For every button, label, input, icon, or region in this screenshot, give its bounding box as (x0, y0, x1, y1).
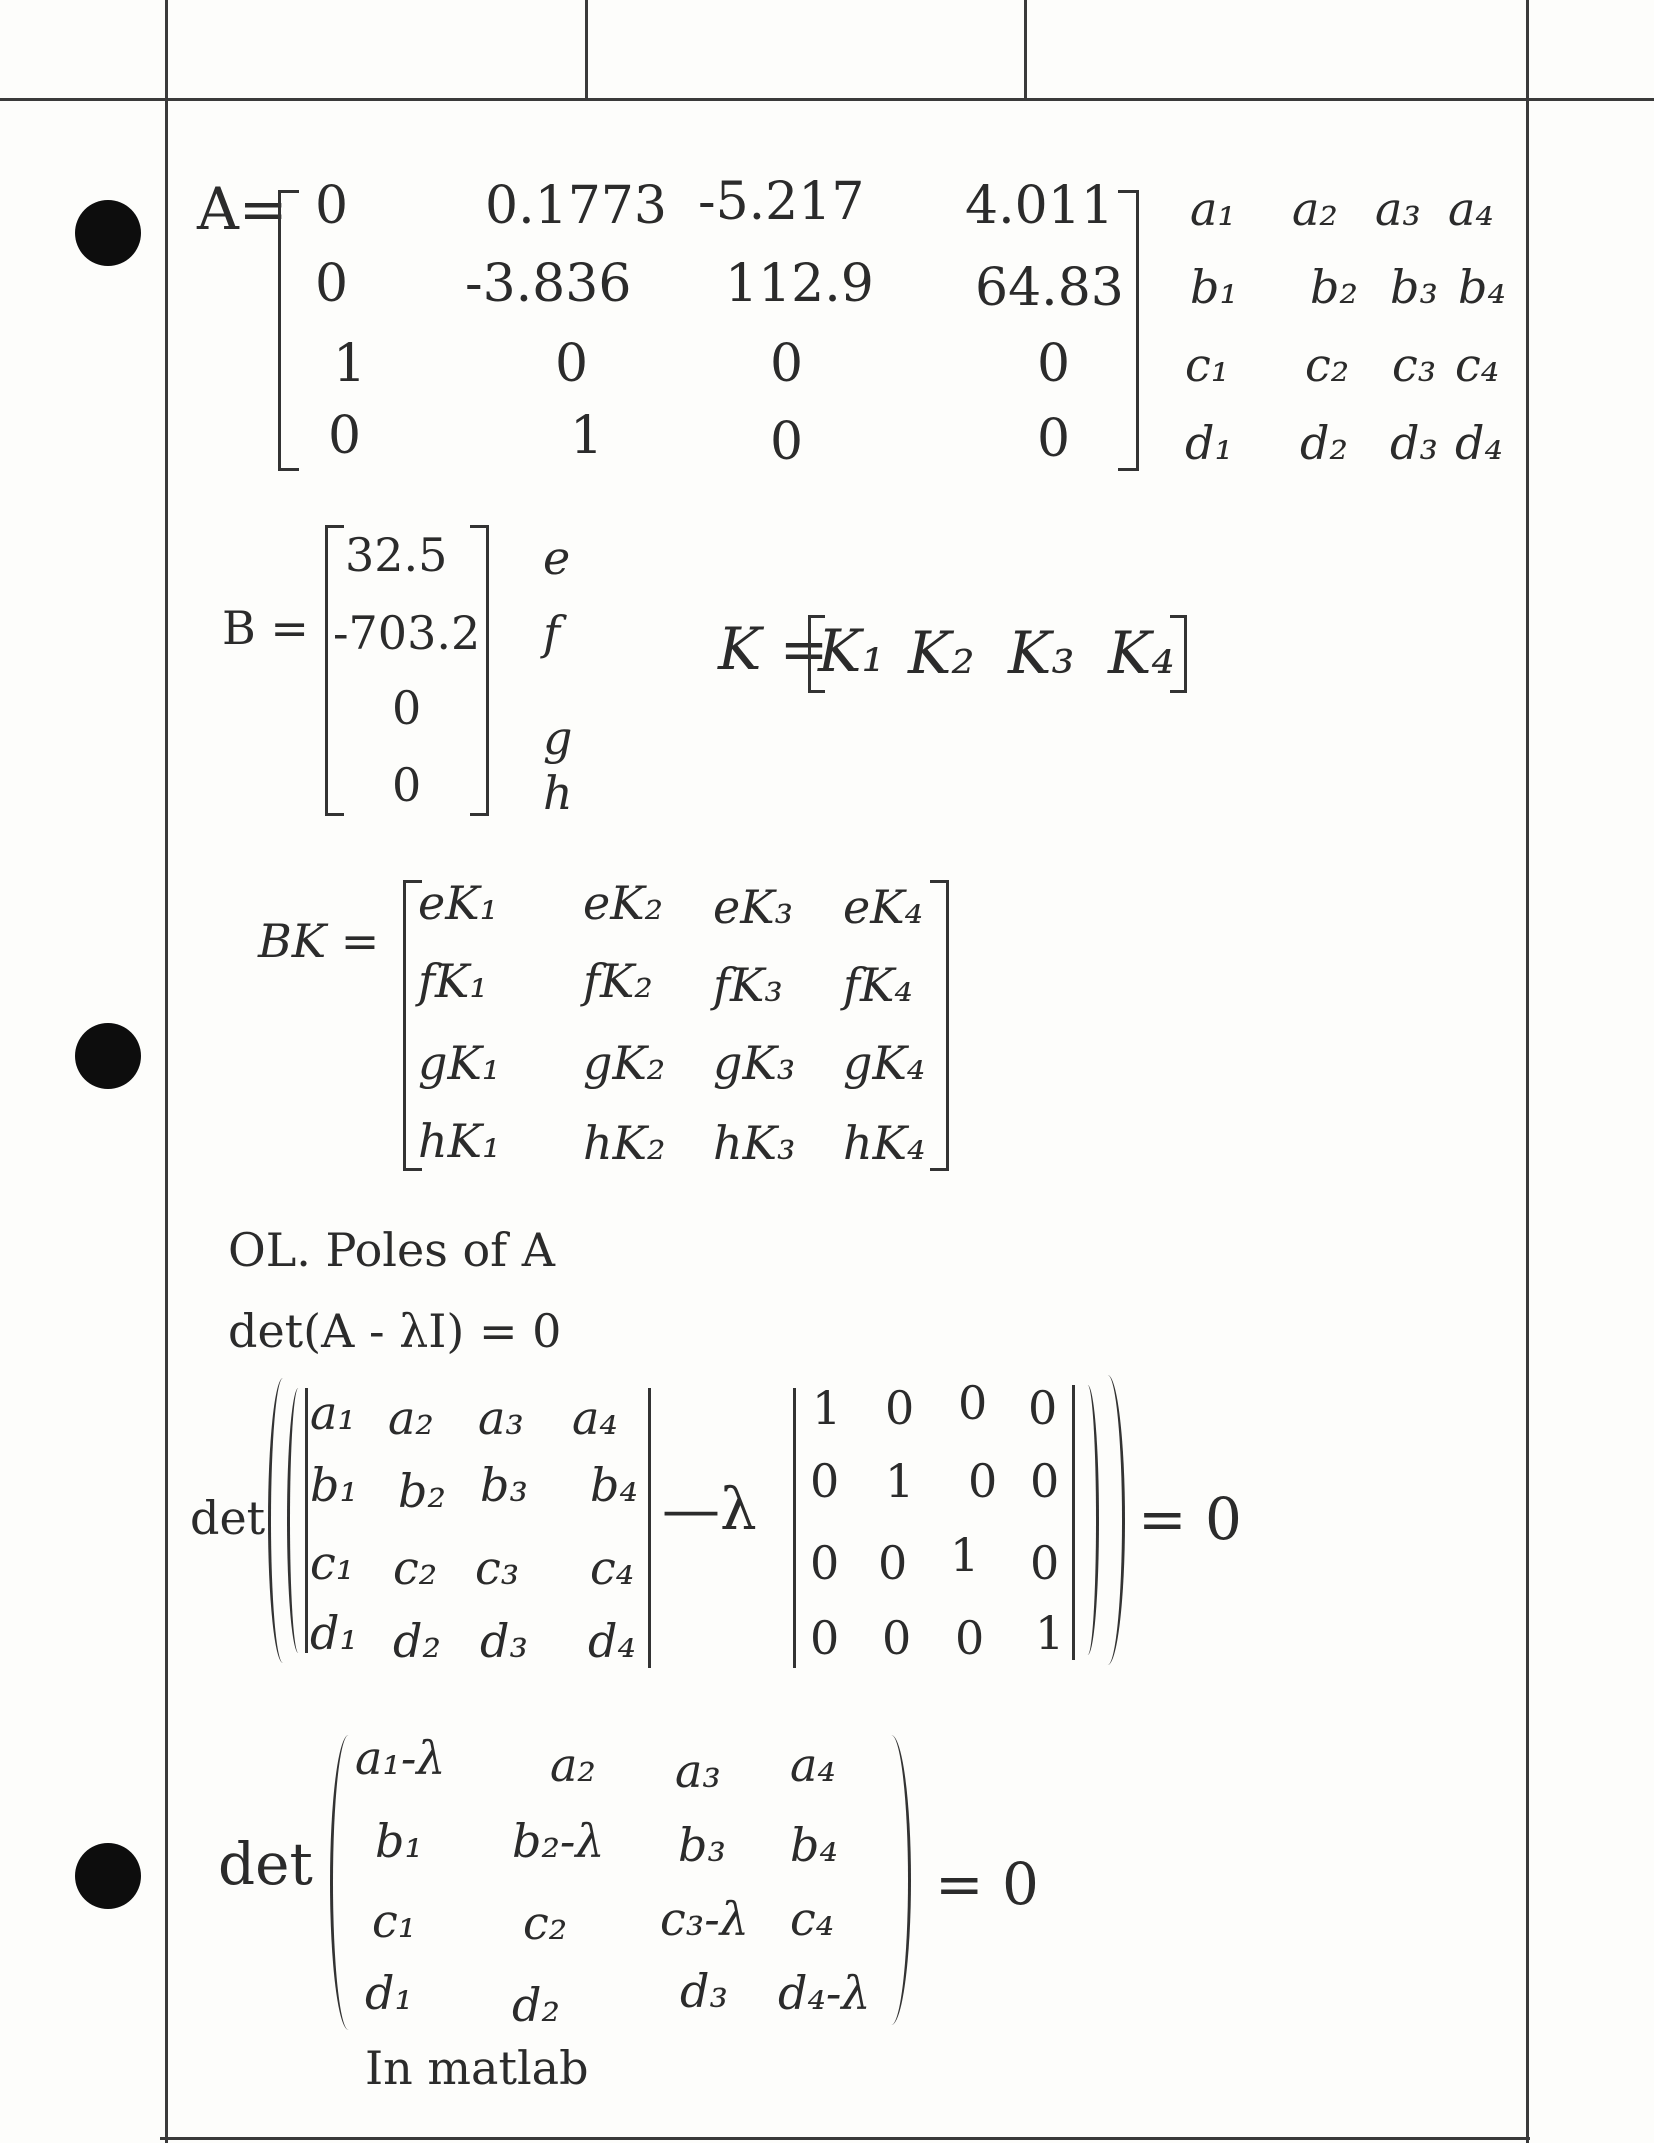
matrix-cell: c₂ (393, 1541, 438, 1595)
matrix-cell: d₃ (480, 1614, 528, 1668)
matrix-k-label: K = (718, 615, 829, 683)
matrix-cell: hK₃ (713, 1116, 796, 1170)
outer-right-paren (1096, 1375, 1125, 1665)
matrix-a-right-bracket (1118, 190, 1139, 471)
matrix-cell: c₁ (372, 1894, 417, 1948)
matrix-cell: 0 (315, 176, 349, 236)
footer-note: In matlab (365, 2041, 589, 2095)
matrix-cell: 1 (1035, 1606, 1065, 1660)
symbol-cell: d₃ (1390, 416, 1438, 470)
matrix-cell: fK₂ (583, 954, 653, 1008)
matrix-cell: 0 (810, 1454, 840, 1508)
left-margin-line (165, 0, 168, 2143)
symbol-cell: g (543, 711, 573, 765)
header-divider (1024, 0, 1027, 98)
matrix-cell: 0 (1030, 1536, 1060, 1590)
matrix-cell: a₄ (790, 1738, 836, 1792)
matrix-cell: 0 (810, 1611, 840, 1665)
matrix-cell: a₄ (572, 1391, 618, 1445)
matrix-cell: gK₄ (843, 1036, 926, 1090)
identity-left-bar (793, 1388, 796, 1668)
matrix-cell: 0 (392, 758, 422, 812)
matrix-cell: eK₃ (713, 880, 794, 934)
matrix-cell: 0 (958, 1376, 988, 1430)
symbol-cell: b₂ (1310, 260, 1358, 314)
binder-hole (75, 1843, 141, 1909)
binder-hole (75, 200, 141, 266)
matrix-cell: gK₁ (418, 1036, 501, 1090)
matrix-cell: d₄ (588, 1614, 636, 1668)
characteristic-equation: det(A - λI) = 0 (228, 1304, 562, 1358)
symbol-cell: a₄ (1448, 182, 1494, 236)
symbol-cell: a₂ (1292, 182, 1338, 236)
matrix-cell: 0 (885, 1381, 915, 1435)
matrix-b-right-bracket (470, 525, 489, 816)
symbol-cell: h (543, 766, 573, 820)
matrix-a-left-bracket (278, 190, 299, 471)
matrix-cell: 0 (555, 334, 589, 394)
symbol-cell: c₄ (1455, 338, 1500, 392)
matrix-cell: c₂ (523, 1896, 568, 1950)
matrix-cell: c₃-λ (660, 1892, 749, 1946)
matrix-cell: 0 (770, 334, 804, 394)
symbol-cell: d₂ (1300, 416, 1348, 470)
matrix-cell: fK₃ (713, 958, 783, 1012)
header-line (0, 98, 1654, 101)
matrix-cell: eK₁ (418, 876, 499, 930)
matrix-cell: b₁ (375, 1814, 423, 1868)
matrix-cell: d₁ (310, 1606, 358, 1660)
matrix-cell: c₄ (590, 1541, 635, 1595)
matrix-bk-label: BK = (258, 914, 380, 968)
symbol-cell: b₄ (1458, 260, 1506, 314)
identity-right-bar (1072, 1385, 1075, 1660)
matrix-cell: 4.011 (965, 176, 1114, 236)
matrix-cell: b₁ (310, 1458, 358, 1512)
matrix-cell: 0 (955, 1611, 985, 1665)
matrix-cell: 0 (1037, 334, 1071, 394)
matrix-cell: b₃ (678, 1818, 726, 1872)
matrix-cell: eK₄ (843, 880, 924, 934)
matrix-cell: a₂ (388, 1391, 434, 1445)
matrix-k-right-bracket (1170, 615, 1187, 693)
matrix-cell: 1 (885, 1454, 915, 1508)
matrix-b-label: B = (222, 601, 309, 655)
matrix-cell: 1 (950, 1528, 980, 1582)
symbol-cell: c₁ (1185, 338, 1230, 392)
matrix-cell: K₃ (1008, 619, 1075, 687)
matrix-cell: a₁ (310, 1386, 356, 1440)
matrix-cell: b₄ (590, 1458, 638, 1512)
symbol-cell: b₁ (1190, 260, 1238, 314)
right-margin-line (1526, 0, 1529, 2143)
matrix-cell: gK₂ (583, 1036, 666, 1090)
matrix-cell: a₃ (478, 1391, 524, 1445)
matrix-cell: 0 (770, 412, 804, 472)
matrix-cell: 0 (315, 254, 349, 314)
matrix-cell: K₂ (908, 619, 975, 687)
det-label: det (218, 1830, 313, 1898)
symbol-cell: c₃ (1392, 338, 1437, 392)
matrix-cell: 0 (1030, 1454, 1060, 1508)
matrix-cell: 0 (1037, 409, 1071, 469)
matrix-cell: a₁-λ (355, 1731, 446, 1785)
matrix-cell: K₄ (1108, 619, 1175, 687)
matrix-cell: d₁ (365, 1966, 413, 2020)
matrix-bk-right-bracket (930, 880, 949, 1171)
matrix-cell: -5.217 (698, 172, 865, 232)
matrix-cell: c₃ (475, 1541, 520, 1595)
matrix-cell: 0 (1028, 1381, 1058, 1435)
equals-zero: = 0 (935, 1850, 1039, 1918)
matrix-cell: gK₃ (713, 1036, 796, 1090)
symbol-cell: b₃ (1390, 260, 1438, 314)
header-divider (585, 0, 588, 98)
minus-lambda: —λ (662, 1475, 757, 1543)
matrix-cell: 1 (333, 334, 367, 394)
matrix-cell: hK₄ (843, 1116, 926, 1170)
matrix-cell: a₂ (550, 1738, 596, 1792)
bottom-line (160, 2137, 1530, 2140)
matrix-cell: fK₁ (418, 954, 488, 1008)
matrix-cell: b₄ (790, 1818, 838, 1872)
poles-heading: OL. Poles of A (228, 1223, 556, 1277)
matrix-cell: c₁ (310, 1536, 355, 1590)
matrix-cell: 0 (328, 406, 362, 466)
matrix-a-left-bar (305, 1388, 308, 1653)
symbol-cell: e (543, 531, 571, 585)
det-label: det (190, 1491, 266, 1545)
matrix-cell: 64.83 (975, 258, 1124, 318)
matrix-cell: 112.9 (725, 254, 874, 314)
matrix-cell: d₄-λ (778, 1966, 871, 2020)
inner-left-paren (287, 1388, 306, 1653)
matrix-cell: b₂ (398, 1464, 446, 1518)
matrix-cell: 0 (392, 681, 422, 735)
matrix-cell: 0 (882, 1611, 912, 1665)
matrix-cell: 0.1773 (485, 176, 667, 236)
symbol-cell: a₁ (1190, 182, 1236, 236)
matrix-a-label: A= (197, 175, 288, 243)
matrix-cell: fK₄ (843, 958, 913, 1012)
matrix-cell: c₄ (790, 1892, 835, 1946)
matrix-cell: 32.5 (345, 528, 448, 582)
matrix-cell: b₂-λ (512, 1814, 605, 1868)
matrix-cell: a₃ (675, 1744, 721, 1798)
matrix-cell: d₂ (393, 1614, 441, 1668)
matrix-cell: 0 (968, 1454, 998, 1508)
matrix-cell: 1 (570, 406, 604, 466)
matrix-cell: K₁ (818, 617, 885, 685)
matrix-cell: 0 (810, 1536, 840, 1590)
symbol-cell: f (543, 606, 561, 660)
matrix-cell: -3.836 (465, 254, 632, 314)
matrix-a-right-bar (648, 1388, 651, 1668)
matrix-cell: hK₂ (583, 1116, 666, 1170)
matrix-cell: 0 (878, 1536, 908, 1590)
matrix-cell: -703.2 (333, 606, 481, 660)
symbol-cell: a₃ (1375, 182, 1421, 236)
matrix-cell: 1 (812, 1381, 842, 1435)
matrix-b-left-bracket (325, 525, 344, 816)
symbol-cell: d₁ (1185, 416, 1233, 470)
matrix-cell: b₃ (480, 1458, 528, 1512)
binder-hole (75, 1023, 141, 1089)
matrix-cell: eK₂ (583, 876, 664, 930)
equals-zero: = 0 (1138, 1485, 1242, 1553)
matrix-cell: hK₁ (418, 1114, 501, 1168)
right-paren (878, 1735, 911, 2025)
symbol-cell: c₂ (1305, 338, 1350, 392)
matrix-cell: d₂ (512, 1978, 560, 2032)
matrix-cell: d₃ (680, 1964, 728, 2018)
symbol-cell: d₄ (1455, 416, 1503, 470)
